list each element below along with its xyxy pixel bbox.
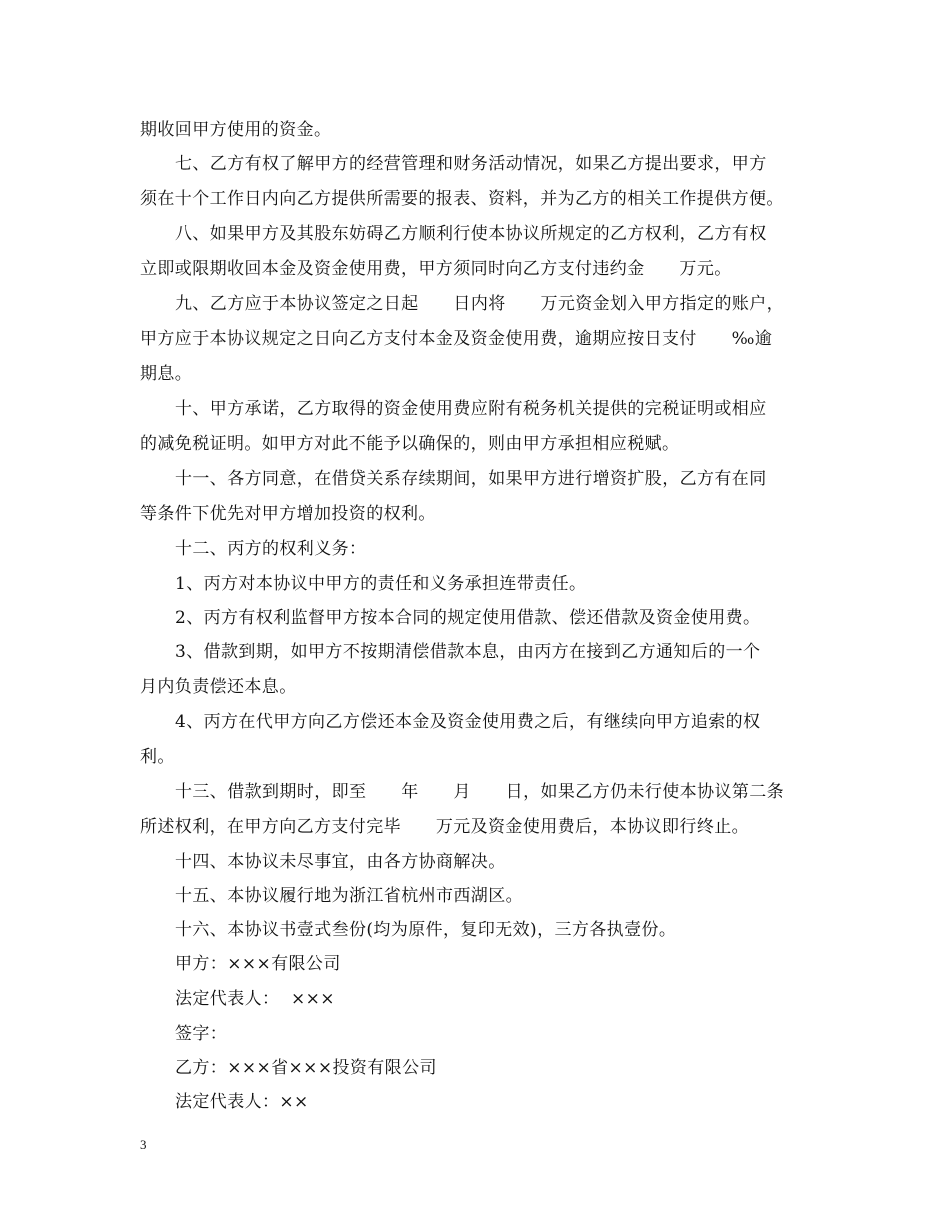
text-line: 十五、本协议履行地为浙江省杭州市西湖区。 [175, 886, 523, 906]
text-line: 十三、借款到期时，即至 年 月 日，如果乙方仍未行使本协议第二条 [175, 782, 785, 802]
text-line: 期收回甲方使用的资金。 [140, 120, 332, 140]
text-line: 十六、本协议书壹式叁份(均为原件，复印无效)，三方各执壹份。 [175, 920, 677, 940]
signature-label: 签字： [175, 1024, 228, 1044]
text-line: 2、丙方有权利监督甲方按本合同的规定使用借款、偿还借款及资金使用费。 [175, 608, 761, 628]
text-line: 3、借款到期，如甲方不按期清偿借款本息，由丙方在接到乙方通知后的一个 [175, 642, 761, 662]
text-line: 甲方应于本协议规定之日向乙方支付本金及资金使用费，逾期应按日支付 ‰逾 [140, 329, 773, 349]
text-line: 十二、丙方的权利义务： [175, 539, 367, 559]
text-line: 等条件下优先对甲方增加投资的权利。 [140, 504, 436, 524]
text-line: 八、如果甲方及其股东妨碍乙方顺利行使本协议所规定的乙方权利，乙方有权 [175, 224, 767, 244]
text-line: 十四、本协议未尽事宜，由各方协商解决。 [175, 852, 506, 872]
text-line: 立即或限期收回本金及资金使用费，甲方须同时向乙方支付违约金 万元。 [140, 259, 732, 279]
text-line: 1、丙方对本协议中甲方的责任和义务承担连带责任。 [175, 574, 587, 594]
signature-party-b: 乙方：×××省×××投资有限公司 [175, 1058, 437, 1078]
legal-representative-a: 法定代表人： ××× [175, 989, 335, 1009]
text-line: 期息。 [140, 364, 193, 384]
legal-representative-b: 法定代表人：×× [175, 1092, 309, 1112]
text-line: 月内负责偿还本息。 [140, 677, 297, 697]
text-line: 须在十个工作日内向乙方提供所需要的报表、资料，并为乙方的相关工作提供方便。 [140, 189, 784, 209]
text-line: 的减免税证明。如甲方对此不能予以确保的，则由甲方承担相应税赋。 [140, 434, 680, 454]
text-line: 4、丙方在代甲方向乙方偿还本金及资金使用费之后，有继续向甲方追索的权 [175, 712, 761, 732]
text-line: 利。 [140, 747, 175, 767]
text-line: 所述权利，在甲方向乙方支付完毕 万元及资金使用费后，本协议即行终止。 [140, 817, 750, 837]
text-line: 九、乙方应于本协议签定之日起 日内将 万元资金划入甲方指定的账户， [175, 294, 785, 314]
text-line: 十、甲方承诺，乙方取得的资金使用费应附有税务机关提供的完税证明或相应 [175, 399, 767, 419]
text-line: 十一、各方同意，在借贷关系存续期间，如果甲方进行增资扩股，乙方有在同 [175, 469, 767, 489]
signature-party-a: 甲方：×××有限公司 [175, 954, 341, 974]
text-line: 七、乙方有权了解甲方的经营管理和财务活动情况，如果乙方提出要求，甲方 [175, 154, 767, 174]
page-number: 3 [140, 1137, 147, 1152]
